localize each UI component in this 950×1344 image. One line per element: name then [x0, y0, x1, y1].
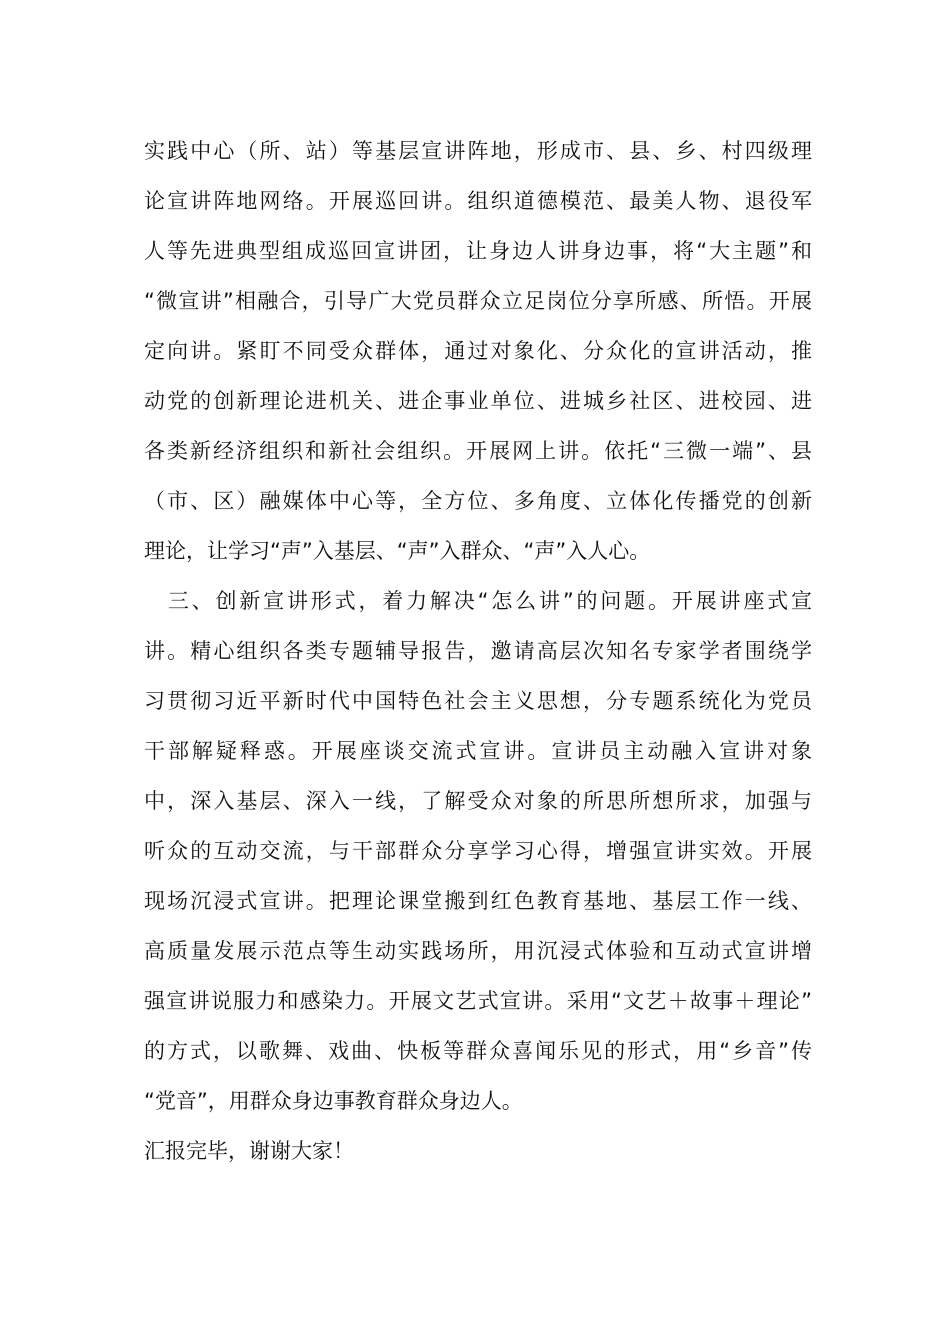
text-line: 理论，让学习“声”入基层、“声”入群众、“声”入人心。	[144, 539, 651, 563]
text-line: （市、区）融媒体中心等，全方位、多角度、立体化传播党的创新	[144, 489, 812, 513]
closing-line: 汇报完毕，谢谢大家！	[144, 1139, 354, 1163]
text-line: 习贯彻习近平新时代中国特色社会主义思想，分专题系统化为党员	[144, 689, 812, 713]
text-line: 听众的互动交流，与干部群众分享学习心得，增强宣讲实效。开展	[144, 839, 812, 863]
text-line: 讲。精心组织各类专题辅导报告，邀请高层次知名专家学者围绕学	[144, 639, 812, 663]
text-line: 论宣讲阵地网络。开展巡回讲。组织道德模范、最美人物、退役军	[144, 189, 812, 213]
text-line: 高质量发展示范点等生动实践场所，用沉浸式体验和互动式宣讲增	[144, 939, 812, 963]
text-line: 人等先进典型组成巡回宣讲团，让身边人讲身边事，将“大主题”和	[144, 239, 812, 263]
text-line: “微宣讲”相融合，引导广大党员群众立足岗位分享所感、所悟。开展	[144, 289, 812, 313]
text-line: 干部解疑释惑。开展座谈交流式宣讲。宣讲员主动融入宣讲对象	[144, 739, 812, 763]
section-heading-line: 三、创新宣讲形式，着力解决“怎么讲”的问题。开展讲座式宣	[144, 589, 812, 613]
text-line: 各类新经济组织和新社会组织。开展网上讲。依托“三微一端”、县	[144, 439, 812, 463]
text-line: 定向讲。紧盯不同受众群体，通过对象化、分众化的宣讲活动，推	[144, 339, 812, 363]
text-line: 强宣讲说服力和感染力。开展文艺式宣讲。采用“文艺＋故事＋理论”	[144, 989, 812, 1013]
text-line: 现场沉浸式宣讲。把理论课堂搬到红色教育基地、基层工作一线、	[144, 889, 812, 913]
text-line: 的方式，以歌舞、戏曲、快板等群众喜闻乐见的形式，用“乡音”传	[144, 1039, 812, 1063]
text-line: 中，深入基层、深入一线，了解受众对象的所思所想所求，加强与	[144, 789, 812, 813]
text-line: “党音”，用群众身边事教育群众身边人。	[144, 1089, 523, 1113]
document-body	[144, 126, 812, 1176]
text-line: 实践中心（所、站）等基层宣讲阵地，形成市、县、乡、村四级理	[144, 139, 812, 163]
text-line: 动党的创新理论进机关、进企事业单位、进城乡社区、进校园、进	[144, 389, 812, 413]
